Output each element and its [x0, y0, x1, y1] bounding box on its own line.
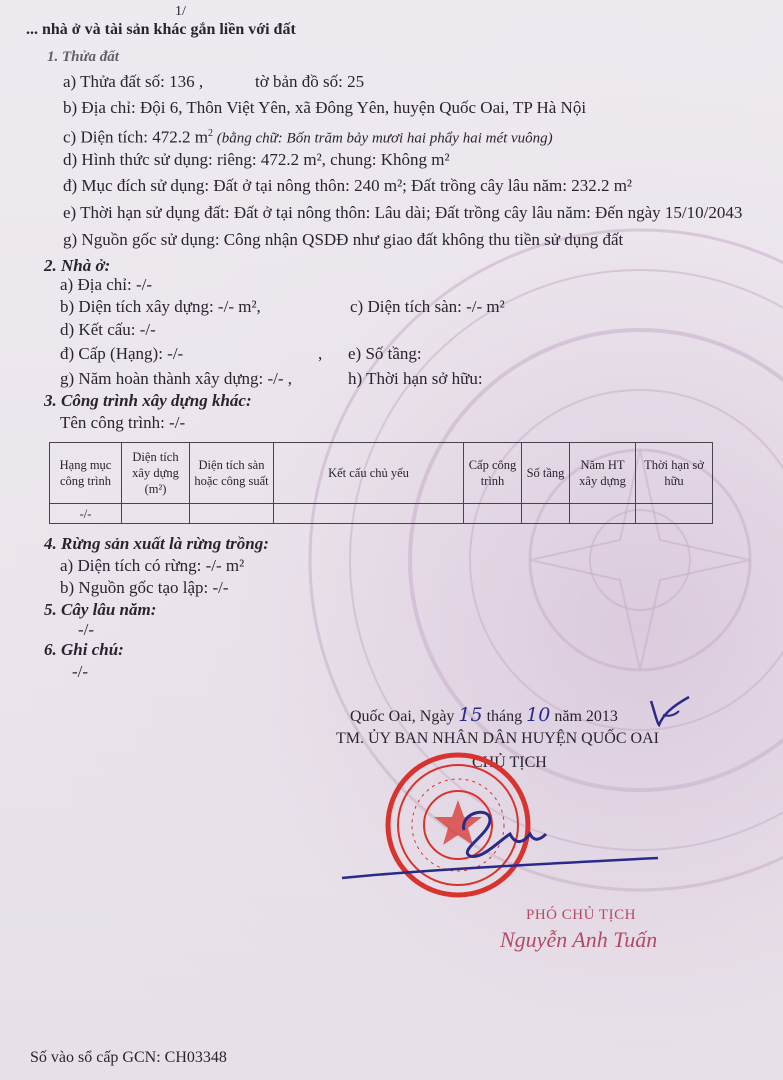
table-header-cell: Cấp công trình	[464, 443, 522, 504]
table-header-cell: Thời hạn sở hữu	[636, 443, 713, 504]
table-header-cell: Kết cấu chủ yếu	[274, 443, 464, 504]
section4-heading: 4. Rừng sản xuất là rừng trồng:	[44, 534, 269, 553]
house-structure: d) Kết cấu: -/-	[60, 320, 156, 339]
work-name: Tên công trình: -/-	[60, 413, 186, 432]
date-prefix: Quốc Oai, Ngày	[350, 708, 455, 725]
land-area	[63, 124, 553, 149]
usage-form: d) Hình thức sử dụng: riêng: 472.2 m², chung: Không m²	[63, 150, 450, 169]
month-label: tháng	[486, 708, 523, 725]
house-address: a) Địa chỉ: -/-	[60, 275, 153, 294]
house-grade-comma: ,	[318, 344, 323, 363]
lot-number: a) Thửa đất số: 136 ,	[63, 72, 204, 91]
house-built-area: b) Diện tích xây dựng: -/- m²,	[60, 297, 261, 316]
section3-heading: 3. Công trình xây dựng khác:	[44, 391, 252, 410]
corner-mark: 1/	[175, 4, 186, 19]
section2-heading: 2. Nhà ở:	[44, 256, 111, 275]
other-works-table	[49, 442, 713, 524]
table-cell	[464, 504, 522, 524]
perennial-trees-value: -/-	[78, 620, 95, 639]
usage-origin: g) Nguồn gốc sử dụng: Công nhận QSDĐ như giao đất không thu tiền sử dụng đất	[63, 230, 624, 249]
land-area-words: (bằng chữ: Bốn trăm bảy mươi hai phẩy hai mét vuông)	[212, 130, 553, 147]
table-header-cell: Năm HT xây dựng	[570, 443, 636, 504]
table-header-cell: Diện tích xây dựng (m²)	[122, 443, 190, 504]
table-cell	[190, 504, 274, 524]
page-header: ... nhà ở và tài sản khác gắn liền với đất	[26, 21, 296, 38]
house-grade: đ) Cấp (Hạng): -/-	[60, 344, 184, 363]
table-header-cell: Diện tích sàn hoặc công suất	[190, 443, 274, 504]
section6-heading: 6. Ghi chú:	[44, 640, 124, 659]
section5-heading: 5. Cây lâu năm:	[44, 600, 157, 619]
forest-origin: b) Nguồn gốc tạo lập: -/-	[60, 578, 229, 597]
date-day: 15	[458, 704, 483, 726]
land-area-value: c) Diện tích: 472.2 m	[63, 127, 208, 147]
date-year: năm 2013	[554, 708, 618, 725]
certificate-number: Số vào sổ cấp GCN: CH03348	[30, 1049, 227, 1066]
house-floor-area: c) Diện tích sàn: -/- m²	[350, 297, 505, 316]
table-cell	[122, 504, 190, 524]
table-cell	[636, 504, 713, 524]
table-cell	[522, 504, 570, 524]
initials-mark	[645, 693, 695, 729]
issuing-authority: TM. ỦY BAN NHÂN DÂN HUYỆN QUỐC OAI	[336, 730, 659, 747]
issue-date	[350, 705, 618, 727]
area-unit-sup: 2	[207, 128, 213, 139]
table-cell: -/-	[50, 504, 122, 524]
handwritten-signature	[340, 790, 670, 890]
signer-title: PHÓ CHỦ TỊCH	[526, 907, 636, 923]
forest-area: a) Diện tích có rừng: -/- m²	[60, 556, 245, 575]
table-header-row	[50, 443, 713, 504]
table-header-cell: Số tầng	[522, 443, 570, 504]
table-row	[50, 504, 713, 524]
date-month: 10	[526, 704, 551, 726]
usage-purpose: đ) Mục đích sử dụng: Đất ở tại nông thôn: 240 m²; Đất trồng cây lâu năm: 232.2 m²	[63, 176, 633, 195]
notes-value: -/-	[72, 662, 89, 681]
map-sheet-number: tờ bản đồ số: 25	[255, 72, 365, 91]
table-cell	[570, 504, 636, 524]
usage-term: e) Thời hạn sử dụng đất: Đất ở tại nông thôn: Lâu dài; Đất trồng cây lâu năm: Đến ngày 15/10/2043	[63, 203, 743, 222]
house-completed-year: g) Năm hoàn thành xây dựng: -/- ,	[60, 369, 293, 388]
house-ownership-term: h) Thời hạn sở hữu:	[348, 369, 483, 388]
table-header-cell: Hạng mục công trình	[50, 443, 122, 504]
signer-role: CHỦ TỊCH	[472, 754, 547, 771]
table-cell	[274, 504, 464, 524]
section1-heading: 1. Thửa đất	[47, 49, 119, 65]
house-floors: e) Số tầng:	[348, 344, 422, 363]
signer-name: Nguyễn Anh Tuấn	[500, 927, 658, 952]
land-address: b) Địa chỉ: Đội 6, Thôn Việt Yên, xã Đông Yên, huyện Quốc Oai, TP Hà Nội	[63, 98, 587, 117]
